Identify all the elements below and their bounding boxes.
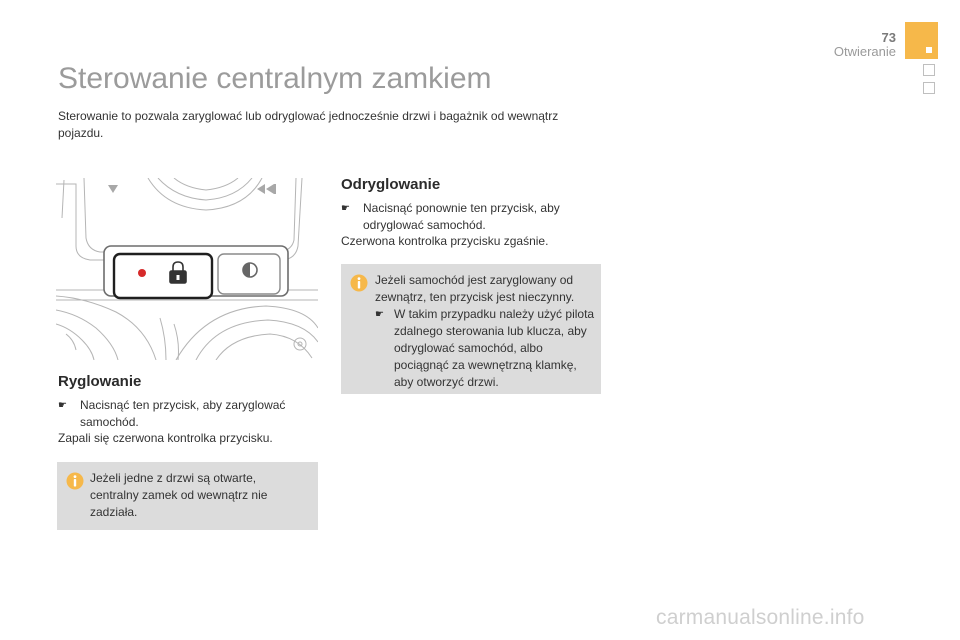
lock-button-drawing bbox=[114, 254, 212, 298]
unlocking-info-bullet-text: W takim przypadku należy użyć pilota zdalnego sterowania lub klucza, aby odryglować samochód, albo pociągnąć za wewnętrzną klamkę, aby otworzyć drzwi. bbox=[394, 307, 595, 389]
central-lock-illustration bbox=[56, 178, 318, 360]
double-arrow-icon bbox=[257, 184, 274, 194]
red-led-indicator bbox=[138, 269, 146, 277]
locking-info-box bbox=[57, 462, 318, 530]
page-title: Sterowanie centralnym zamkiem bbox=[58, 62, 492, 95]
unlocking-info-box bbox=[341, 264, 601, 394]
intro-text: Sterowanie to pozwala zaryglować lub odryglować jednocześnie drzwi i bagażnik od wewnątrz pojazdu. bbox=[58, 109, 559, 140]
locking-bullet-text: Nacisnąć ten przycisk, aby zaryglować samochód. bbox=[80, 398, 286, 429]
section-tab[interactable] bbox=[923, 64, 935, 76]
locking-info-text: Jeżeli jedne z drzwi są otwarte, centralny zamek od wewnątrz nie zadziała. bbox=[90, 471, 268, 519]
unlocking-info-text: Jeżeli samochód jest zaryglowany od zewnątrz, ten przycisk jest nieczynny. bbox=[375, 273, 575, 304]
unlocking-bullet-text: Nacisnąć ponownie ten przycisk, aby odryglować samochód. bbox=[363, 201, 560, 232]
unlocking-heading: Odryglowanie bbox=[341, 176, 441, 193]
bullet-arrow-icon: ☛ bbox=[375, 309, 384, 320]
bullet-arrow-icon: ☛ bbox=[341, 203, 350, 214]
bullet-arrow-icon: ☛ bbox=[58, 400, 67, 411]
tab-marker bbox=[926, 47, 932, 53]
unlocking-note: Czerwona kontrolka przycisku zgaśnie. bbox=[341, 234, 549, 248]
locking-heading: Ryglowanie bbox=[58, 373, 142, 390]
dashboard-drawing bbox=[56, 178, 318, 360]
info-icon bbox=[350, 274, 368, 292]
unlocking-info-bullet bbox=[375, 306, 597, 391]
watermark: carmanualsonline.info bbox=[656, 606, 865, 629]
unlocking-bullet bbox=[341, 200, 599, 234]
triangle-icon bbox=[108, 185, 118, 193]
section-tab-active[interactable] bbox=[905, 22, 938, 59]
locking-note: Zapali się czerwona kontrolka przycisku. bbox=[58, 431, 273, 445]
info-icon bbox=[66, 472, 84, 490]
section-tab[interactable] bbox=[923, 82, 935, 94]
section-title: Otwieranie bbox=[833, 44, 896, 59]
page-number: 73 bbox=[881, 30, 896, 45]
locking-bullet bbox=[58, 397, 313, 431]
